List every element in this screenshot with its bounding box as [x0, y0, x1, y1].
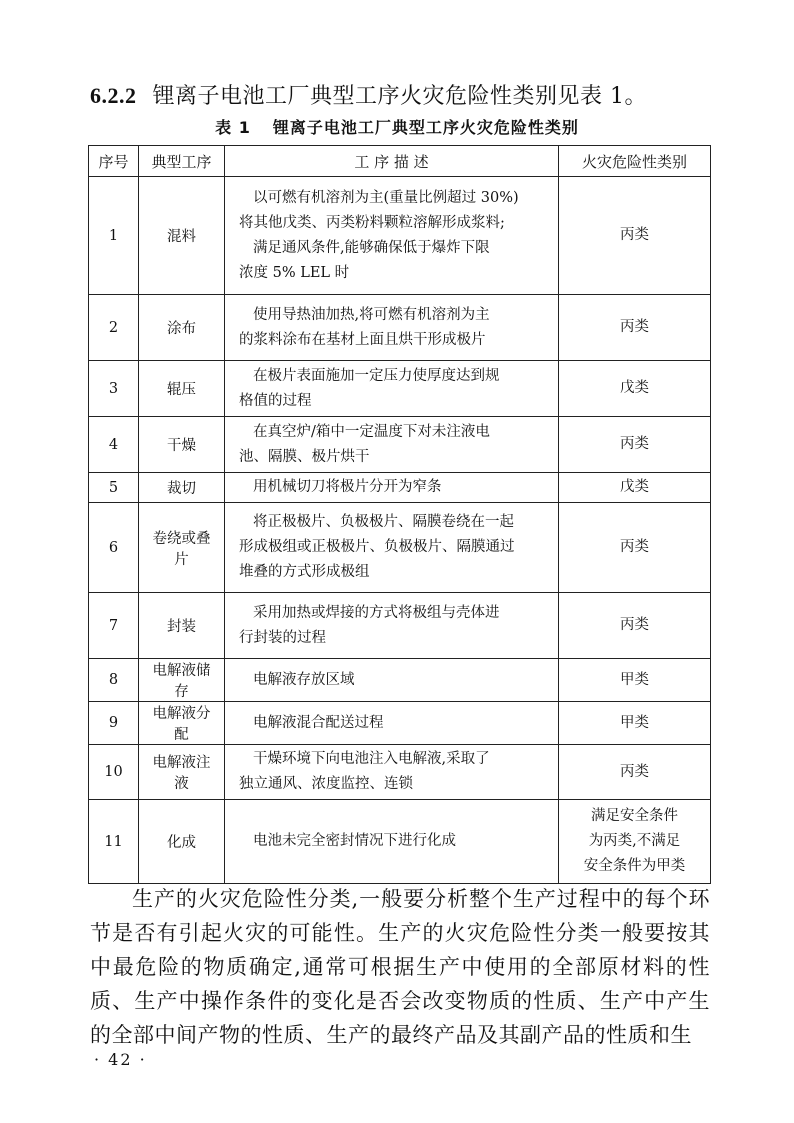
header-no: 序号	[89, 146, 139, 177]
row-category: 丙类	[559, 295, 711, 361]
description-line: 形成极组或正极极片、负极极片、隔膜通过	[239, 539, 515, 555]
description-line: 独立通风、浓度监控、连锁	[239, 776, 413, 792]
row-category: 戊类	[559, 361, 711, 417]
table-row	[89, 745, 711, 800]
description-line: 浓度 5% LEL 时	[239, 264, 350, 281]
row-category: 丙类	[559, 593, 711, 659]
description-line: 堆叠的方式形成极组	[239, 564, 370, 580]
row-number: 10	[89, 745, 139, 800]
table-row	[89, 659, 711, 702]
section-title: 锂离子电池工厂典型工序火灾危险性类别见表 1。	[152, 84, 647, 109]
row-number: 4	[89, 417, 139, 473]
row-process: 电解液注液	[139, 745, 225, 800]
description-line: 干燥环境下向电池注入电解液,采取了	[253, 751, 490, 767]
description-line: 电解液存放区域	[253, 671, 355, 688]
table-row	[89, 361, 711, 417]
row-category: 戊类	[559, 473, 711, 503]
table-row	[89, 593, 711, 659]
row-description	[225, 503, 559, 593]
row-number: 1	[89, 177, 139, 295]
table-caption	[0, 118, 794, 138]
row-number: 7	[89, 593, 139, 659]
header-category: 火灾危险性类别	[559, 146, 711, 177]
row-number: 8	[89, 659, 139, 702]
table-caption-number: 表 1	[215, 118, 251, 137]
description-line: 采用加热或焊接的方式将极组与壳体进	[253, 604, 500, 621]
description-line: 格值的过程	[239, 392, 312, 409]
row-process: 裁切	[139, 473, 225, 503]
row-description	[225, 473, 559, 503]
row-number: 5	[89, 473, 139, 503]
row-description	[225, 659, 559, 702]
description-line: 电池未完全密封情况下进行化成	[253, 833, 456, 849]
header-description: 工 序 描 述	[225, 146, 559, 177]
header-process: 典型工序	[139, 146, 225, 177]
description-line: 将正极极片、负极极片、隔膜卷绕在一起	[253, 514, 514, 530]
description-line: 使用导热油加热,将可燃有机溶剂为主	[253, 306, 490, 323]
row-category: 丙类	[559, 177, 711, 295]
description-line: 将其他戊类、丙类粉料颗粒溶解形成浆料;	[239, 214, 505, 231]
table-row	[89, 417, 711, 473]
row-process: 干燥	[139, 417, 225, 473]
row-description	[225, 745, 559, 800]
table-header-row	[89, 146, 711, 177]
row-process: 封装	[139, 593, 225, 659]
row-number: 11	[89, 800, 139, 884]
row-category: 甲类	[559, 702, 711, 745]
page-number: · 42 ·	[94, 1050, 147, 1069]
row-process: 电解液储存	[139, 659, 225, 702]
description-line: 池、隔膜、极片烘干	[239, 448, 370, 465]
row-number: 6	[89, 503, 139, 593]
row-description	[225, 177, 559, 295]
table-row	[89, 473, 711, 503]
description-line: 电解液混合配送过程	[253, 714, 384, 731]
category-line: 安全条件为甲类	[583, 858, 686, 874]
table-caption-title: 锂离子电池工厂典型工序火灾危险性类别	[272, 118, 579, 137]
table-row	[89, 800, 711, 884]
description-line: 满足通风条件,能够确保低于爆炸下限	[253, 239, 490, 256]
row-process: 涂布	[139, 295, 225, 361]
row-category: 丙类	[559, 503, 711, 593]
description-line: 在极片表面施加一定压力使厚度达到规	[253, 367, 500, 384]
row-number: 2	[89, 295, 139, 361]
body-paragraph: 生产的火灾危险性分类,一般要分析整个生产过程中的每个环节是否有引起火灾的可能性。生产的火灾危险性分类一般要按其中最危险的物质确定,通常可根据生产中使用的全部原材料的性质、生产中操作条件的变化是否会改变物质的性质、生产中产生的全部中间产物的性质、生产的最终产品及其副产品的性质和生	[90, 887, 710, 1047]
row-description	[225, 593, 559, 659]
section-heading	[90, 82, 647, 111]
row-number: 9	[89, 702, 139, 745]
table-row	[89, 177, 711, 295]
row-process: 电解液分配	[139, 702, 225, 745]
table-row	[89, 295, 711, 361]
table-row	[89, 503, 711, 593]
row-category: 丙类	[559, 417, 711, 473]
row-description	[225, 417, 559, 473]
row-category: 甲类	[559, 659, 711, 702]
category-line: 为丙类,不满足	[588, 833, 681, 849]
description-line: 在真空炉/箱中一定温度下对未注液电	[253, 423, 490, 440]
row-number: 3	[89, 361, 139, 417]
row-process: 卷绕或叠片	[139, 503, 225, 593]
category-line: 满足安全条件	[591, 808, 678, 824]
description-line: 行封装的过程	[239, 629, 326, 646]
section-number: 6.2.2	[90, 83, 137, 108]
description-line: 用机械切刀将极片分开为窄条	[253, 479, 442, 495]
fire-hazard-table	[88, 145, 711, 884]
row-category: 丙类	[559, 745, 711, 800]
row-description	[225, 702, 559, 745]
description-line: 以可燃有机溶剂为主(重量比例超过 30%)	[253, 189, 519, 206]
row-process: 化成	[139, 800, 225, 884]
row-description	[225, 295, 559, 361]
row-process: 混料	[139, 177, 225, 295]
row-process: 辊压	[139, 361, 225, 417]
row-description	[225, 361, 559, 417]
row-category	[559, 800, 711, 884]
row-description	[225, 800, 559, 884]
description-line: 的浆料涂布在基材上面且烘干形成极片	[239, 331, 486, 348]
table-row	[89, 702, 711, 745]
table-body	[89, 177, 711, 884]
